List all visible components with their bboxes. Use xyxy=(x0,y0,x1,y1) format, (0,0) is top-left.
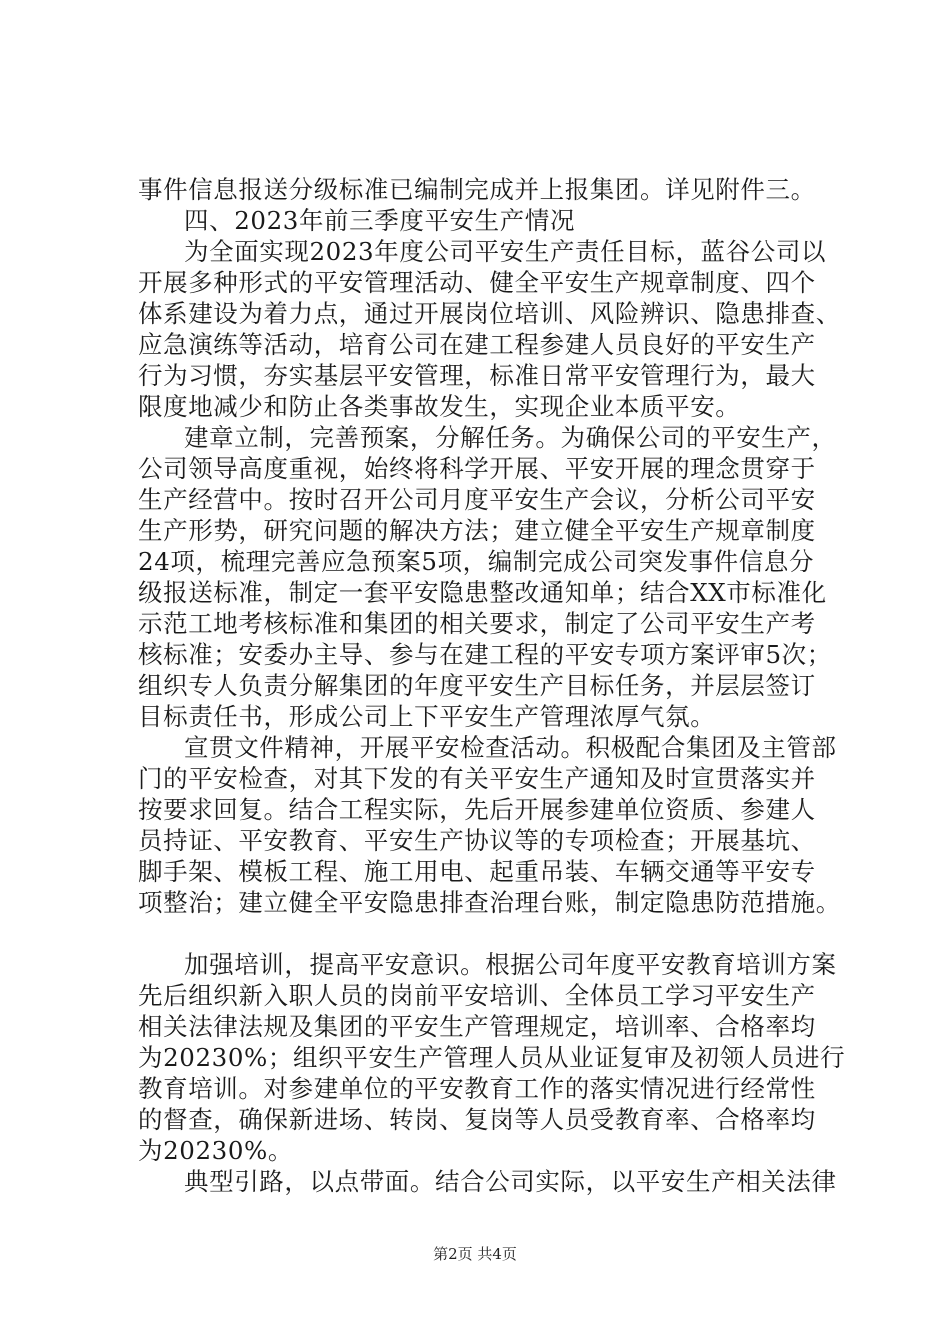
text-line: 行为习惯，夯实基层平安管理，标准日常平安管理行为，最大 xyxy=(138,361,816,390)
text-line: 典型引路，以点带面。结合公司实际，以平安生产相关法律 xyxy=(184,1167,837,1196)
text-line: 组织专人负责分解集团的年度平安生产目标任务，并层层签订 xyxy=(138,671,816,700)
text-line: 体系建设为着力点，通过开展岗位培训、风险辨识、隐患排查、 xyxy=(138,299,841,328)
text-line: 开展多种形式的平安管理活动、健全平安生产规章制度、四个 xyxy=(138,268,816,297)
text-line: 为20230%；组织平安生产管理人员从业证复审及初领人员进行 xyxy=(138,1043,846,1072)
page-number: 第2页 共4页 xyxy=(433,1245,517,1263)
text-line: 事件信息报送分级标准已编制完成并上报集团。详见附件三。 xyxy=(138,175,816,204)
text-line: 先后组织新入职人员的岗前平安培训、全体员工学习平安生产 xyxy=(138,981,816,1010)
text-line: 24项，梳理完善应急预案5项，编制完成公司突发事件信息分 xyxy=(138,547,815,576)
text-line: 的督查，确保新进场、转岗、复岗等人员受教育率、合格率均 xyxy=(138,1105,816,1134)
text-line: 限度地减少和防止各类事故发生，实现企业本质平安。 xyxy=(138,392,741,421)
section-heading: 四、2023年前三季度平安生产情况 xyxy=(184,206,576,235)
text-line: 按要求回复。结合工程实际，先后开展参建单位资质、参建人 xyxy=(138,795,816,824)
text-line: 为20230%。 xyxy=(138,1136,294,1165)
text-line: 核标准；安委办主导、参与在建工程的平安专项方案评审5次； xyxy=(138,640,832,669)
text-line: 为全面实现2023年度公司平安生产责任目标，蓝谷公司以 xyxy=(184,237,827,266)
paragraph-gap xyxy=(138,918,838,949)
text-line: 教育培训。对参建单位的平安教育工作的落实情况进行经常性 xyxy=(138,1074,816,1103)
text-line: 宣贯文件精神，开展平安检查活动。积极配合集团及主管部 xyxy=(184,733,837,762)
text-line: 相关法律法规及集团的平安生产管理规定，培训率、合格率均 xyxy=(138,1012,816,1041)
text-line: 加强培训，提高平安意识。根据公司年度平安教育培训方案 xyxy=(184,950,837,979)
body-text xyxy=(138,174,846,1197)
text-line: 生产形势，研究问题的解决方法；建立健全平安生产规章制度 xyxy=(138,516,816,545)
text-line: 目标责任书，形成公司上下平安生产管理浓厚气氛。 xyxy=(138,702,716,731)
text-line: 生产经营中。按时召开公司月度平安生产会议，分析公司平安 xyxy=(138,485,816,514)
text-line: 项整治；建立健全平安隐患排查治理台账，制定隐患防范措施。 xyxy=(138,888,841,917)
text-line: 应急演练等活动，培育公司在建工程参建人员良好的平安生产 xyxy=(138,330,816,359)
text-line: 脚手架、模板工程、施工用电、起重吊装、车辆交通等平安专 xyxy=(138,857,816,886)
text-line: 门的平安检查，对其下发的有关平安生产通知及时宣贯落实并 xyxy=(138,764,816,793)
text-line: 员持证、平安教育、平安生产协议等的专项检查；开展基坑、 xyxy=(138,826,816,855)
text-line: 级报送标准，制定一套平安隐患整改通知单；结合XX市标准化 xyxy=(138,578,827,607)
text-line: 示范工地考核标准和集团的相关要求，制定了公司平安生产考 xyxy=(138,609,816,638)
text-line: 公司领导高度重视，始终将科学开展、平安开展的理念贯穿于 xyxy=(138,454,816,483)
text-line: 建章立制，完善预案，分解任务。为确保公司的平安生产， xyxy=(184,423,837,452)
